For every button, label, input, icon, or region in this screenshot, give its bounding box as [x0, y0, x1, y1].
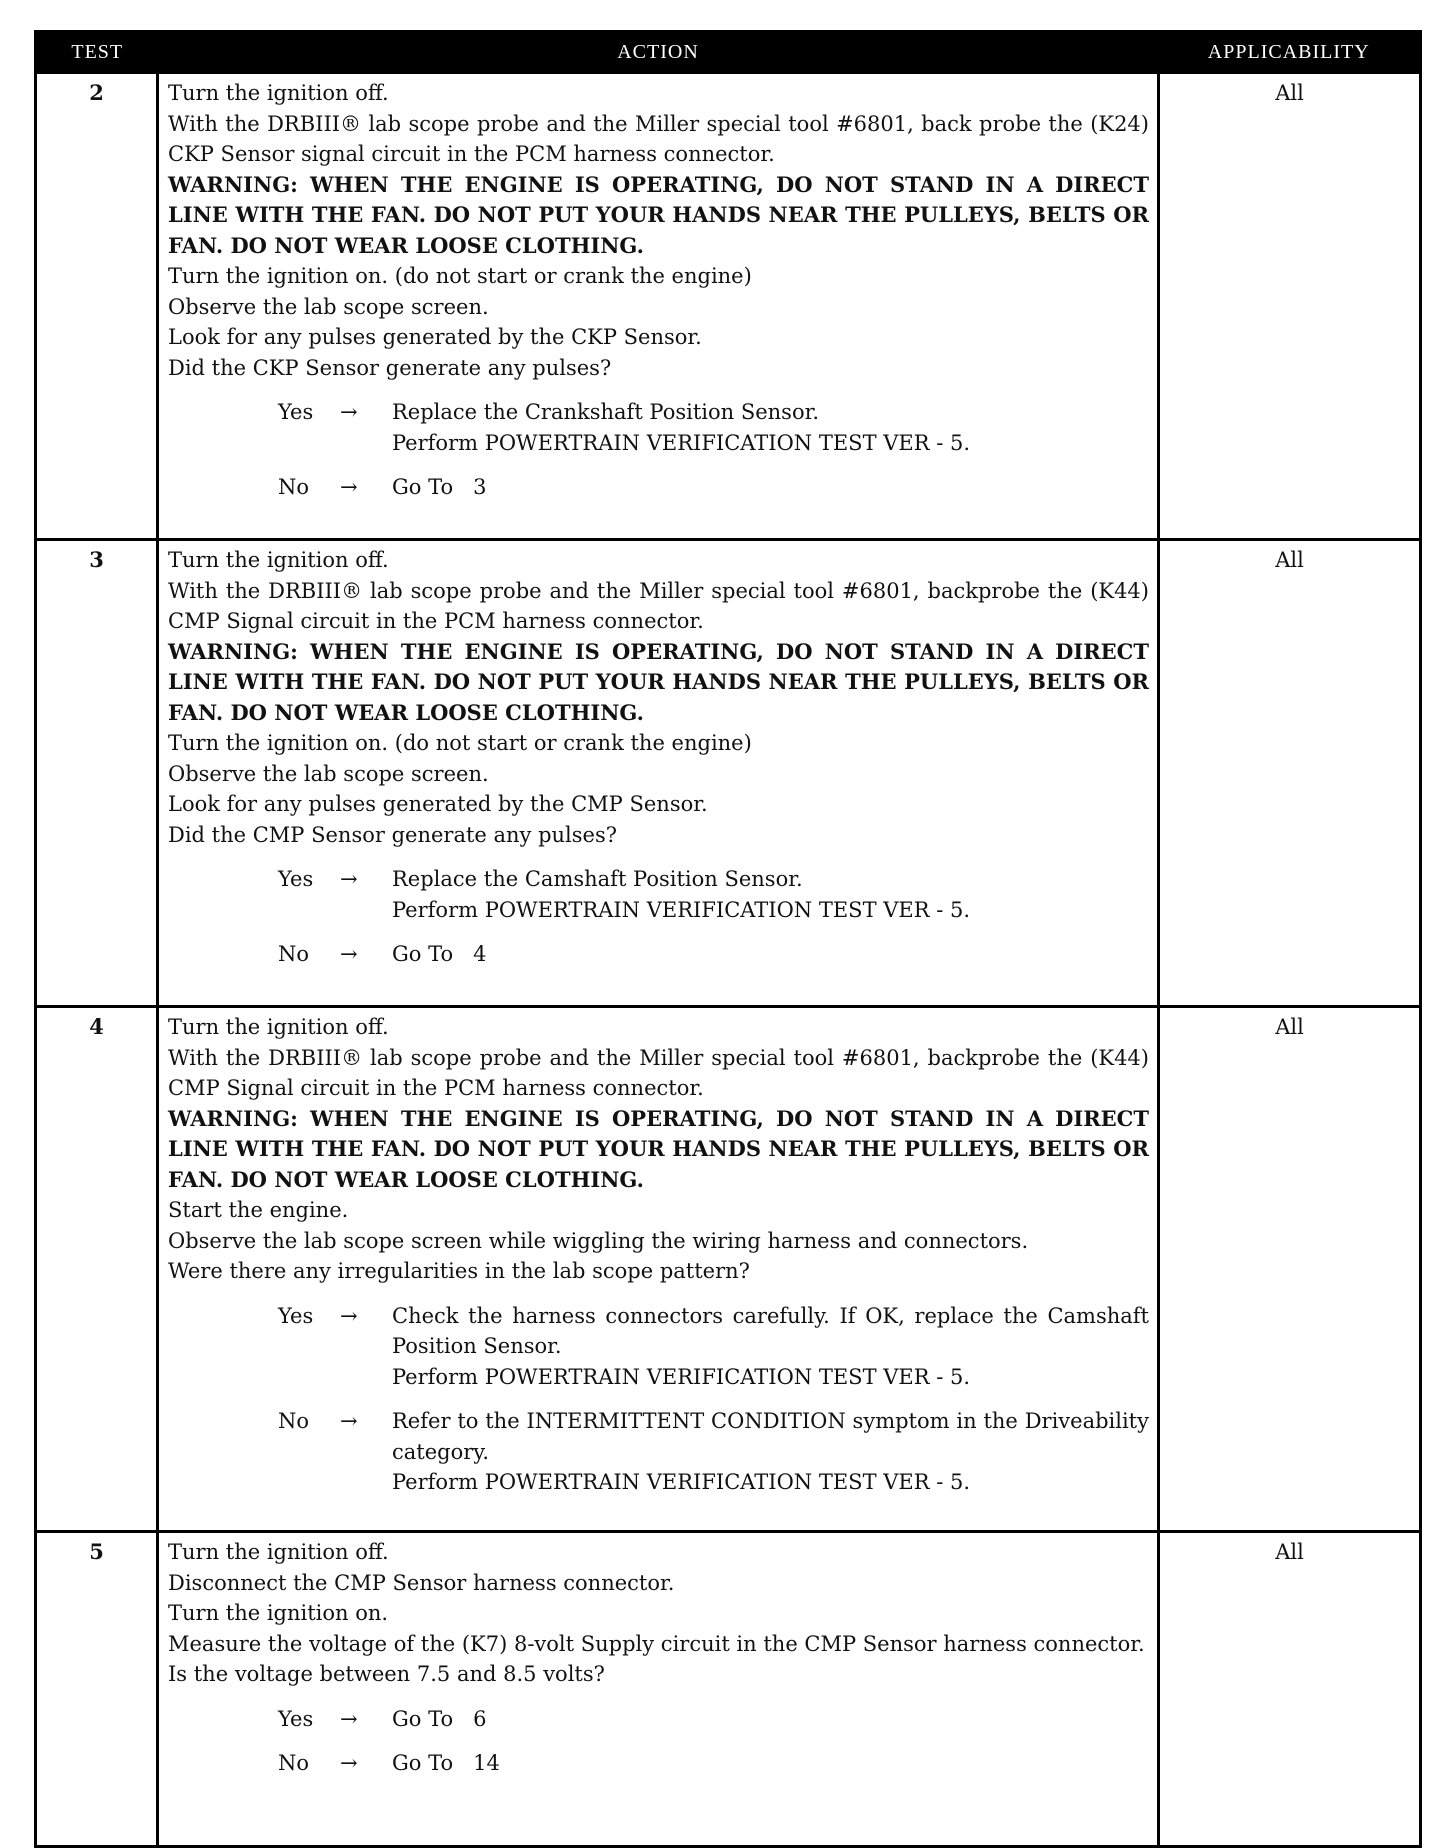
- action-step: Look for any pulses generated by the CMP Sensor.: [168, 792, 708, 816]
- action-step: With the DRBIII® lab scope probe and the Miller special tool #6801, back probe the (K24) CKP Sensor signal circuit in the PCM harness connector.: [168, 111, 1149, 166]
- action-step: Turn the ignition off.: [168, 1540, 389, 1564]
- outcome-no: [278, 1406, 1149, 1498]
- table-body: [36, 73, 1421, 1847]
- outcome-result: [392, 1406, 1149, 1498]
- result-line: Replace the Camshaft Position Sensor.: [392, 867, 803, 891]
- action-question: Is the voltage between 7.5 and 8.5 volts?: [168, 1662, 605, 1686]
- outcome-result: [392, 939, 1149, 970]
- table-row: [36, 73, 1421, 540]
- arrow-right-icon: →: [340, 942, 358, 966]
- table-header: [36, 32, 1421, 73]
- action-step: Turn the ignition off.: [168, 81, 389, 105]
- arrow-right-icon: →: [340, 1751, 358, 1775]
- result-line: Check the harness connectors carefully. If OK, replace the Camshaft Position Sensor.: [392, 1303, 1149, 1358]
- action-cell: [158, 540, 1159, 1007]
- result-line: Go To 14: [392, 1751, 500, 1775]
- result-line: Replace the Crankshaft Position Sensor.: [392, 400, 820, 424]
- warning-text: WARNING: WHEN THE ENGINE IS OPERATING, DO NOT STAND IN A DIRECT LINE WITH THE FAN. DO NOT PUT YOUR HANDS NEAR THE PULLEYS, BELTS OR FAN. DO NOT WEAR LOOSE CLOTHING.: [168, 1105, 1149, 1192]
- header-applicability: APPLICABILITY: [1159, 32, 1421, 73]
- answer-label: Yes: [278, 1706, 314, 1731]
- action-step: Disconnect the CMP Sensor harness connector.: [168, 1570, 675, 1595]
- arrow-right-icon: →: [340, 1409, 358, 1433]
- answer-label: Yes: [278, 400, 314, 424]
- action-step: Look for any pulses generated by the CKP Sensor.: [168, 325, 702, 349]
- answer-label: No: [278, 475, 310, 499]
- action-question: Were there any irregularities in the lab scope pattern?: [168, 1259, 750, 1283]
- arrow-right-icon: →: [340, 400, 358, 424]
- action-question: Did the CMP Sensor generate any pulses?: [168, 822, 618, 847]
- arrow-right-icon: →: [340, 475, 358, 499]
- action-step: Measure the voltage of the (K7) 8-volt Supply circuit in the CMP Sensor harness connector.: [168, 1631, 1145, 1656]
- diagnostic-test-sheet: [34, 30, 1419, 1848]
- action-step: Turn the ignition on.: [168, 1601, 389, 1625]
- outcome-result: [392, 1704, 1149, 1735]
- applicability-cell: All: [1159, 73, 1421, 540]
- action-cell: [158, 1532, 1159, 1847]
- outcome-result: [392, 472, 1149, 503]
- outcome-result: [392, 1301, 1149, 1393]
- applicability-cell: All: [1159, 1007, 1421, 1532]
- outcome-yes: [278, 1704, 1149, 1735]
- outcome-no: [278, 939, 1149, 970]
- outcomes: [168, 1704, 1149, 1779]
- warning-text: WARNING: WHEN THE ENGINE IS OPERATING, DO NOT STAND IN A DIRECT LINE WITH THE FAN. DO NOT PUT YOUR HANDS NEAR THE PULLEYS, BELTS OR FAN. DO NOT WEAR LOOSE CLOTHING.: [168, 171, 1149, 258]
- outcome-result: [392, 397, 1149, 458]
- table-row: [36, 1007, 1421, 1532]
- arrow-right-icon: →: [340, 1706, 358, 1731]
- warning-text: WARNING: WHEN THE ENGINE IS OPERATING, DO NOT STAND IN A DIRECT LINE WITH THE FAN. DO NOT PUT YOUR HANDS NEAR THE PULLEYS, BELTS OR FAN. DO NOT WEAR LOOSE CLOTHING.: [168, 638, 1149, 725]
- action-step: With the DRBIII® lab scope probe and the Miller special tool #6801, backprobe the (K44) CMP Signal circuit in the PCM harness connector.: [168, 1045, 1149, 1100]
- outcome-no: [278, 1748, 1149, 1779]
- outcomes: [168, 397, 1149, 503]
- diagnostic-test-table: [34, 30, 1422, 1848]
- outcome-result: [392, 1748, 1149, 1779]
- answer-label: Yes: [278, 867, 314, 891]
- action-step: Turn the ignition off.: [168, 1015, 389, 1039]
- answer-label: Yes: [278, 1303, 314, 1328]
- arrow-right-icon: →: [340, 1303, 358, 1328]
- test-number: 2: [36, 73, 158, 540]
- outcome-yes: [278, 1301, 1149, 1393]
- action-question: Did the CKP Sensor generate any pulses?: [168, 355, 612, 380]
- action-step: Turn the ignition on. (do not start or crank the engine): [168, 731, 752, 755]
- action-step: Observe the lab scope screen.: [168, 294, 489, 319]
- action-step: With the DRBIII® lab scope probe and the Miller special tool #6801, backprobe the (K44) CMP Signal circuit in the PCM harness connector.: [168, 578, 1149, 633]
- arrow-right-icon: →: [340, 867, 358, 891]
- outcome-yes: [278, 864, 1149, 925]
- result-line: Perform POWERTRAIN VERIFICATION TEST VER - 5.: [392, 430, 971, 455]
- action-cell: [158, 73, 1159, 540]
- action-cell: [158, 1007, 1159, 1532]
- header-test: TEST: [36, 32, 158, 73]
- answer-label: No: [278, 1409, 310, 1433]
- action-step: Turn the ignition off.: [168, 548, 389, 572]
- test-number: 3: [36, 540, 158, 1007]
- outcome-yes: [278, 397, 1149, 458]
- result-line: Go To 6: [392, 1706, 487, 1731]
- result-line: Refer to the INTERMITTENT CONDITION symptom in the Driveability category.: [392, 1409, 1149, 1464]
- table-row: [36, 540, 1421, 1007]
- action-step: Observe the lab scope screen.: [168, 761, 489, 786]
- result-line: Go To 4: [392, 942, 487, 966]
- answer-label: No: [278, 942, 310, 966]
- action-step: Observe the lab scope screen while wiggling the wiring harness and connectors.: [168, 1228, 1029, 1253]
- outcome-result: [392, 864, 1149, 925]
- action-step: Turn the ignition on. (do not start or crank the engine): [168, 264, 752, 288]
- outcomes: [168, 864, 1149, 970]
- test-number: 5: [36, 1532, 158, 1847]
- result-line: Perform POWERTRAIN VERIFICATION TEST VER - 5.: [392, 1364, 971, 1389]
- test-number: 4: [36, 1007, 158, 1532]
- result-line: Perform POWERTRAIN VERIFICATION TEST VER - 5.: [392, 1470, 971, 1494]
- applicability-cell: All: [1159, 540, 1421, 1007]
- result-line: Go To 3: [392, 475, 487, 499]
- outcome-no: [278, 472, 1149, 503]
- answer-label: No: [278, 1751, 310, 1775]
- result-line: Perform POWERTRAIN VERIFICATION TEST VER - 5.: [392, 897, 971, 922]
- action-step: Start the engine.: [168, 1198, 349, 1222]
- outcomes: [168, 1301, 1149, 1498]
- table-row: [36, 1532, 1421, 1847]
- applicability-cell: All: [1159, 1532, 1421, 1847]
- header-action: ACTION: [158, 32, 1159, 73]
